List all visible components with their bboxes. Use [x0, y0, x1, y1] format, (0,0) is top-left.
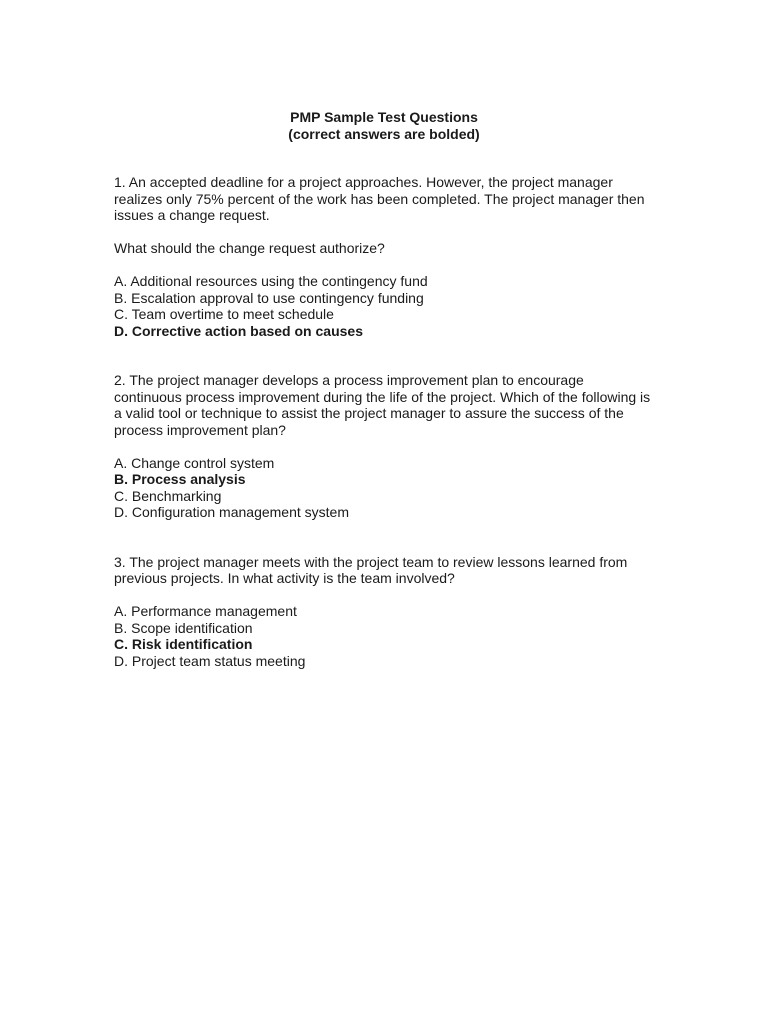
question-text: 1. An accepted deadline for a project approaches. However, the project manager realizes only 75% percent of the work has been completed. The project manager then issues a change request.	[114, 174, 645, 223]
question-text: 3. The project manager meets with the project team to review lessons learned from previous projects. In what activity is the team involved?	[114, 553, 628, 586]
answer-option-d: D. Project team status meeting	[114, 652, 306, 669]
question-2	[114, 372, 654, 521]
answer-option-c-correct: C. Risk identification	[114, 636, 253, 652]
answer-options	[114, 273, 654, 339]
answer-option-c: C. Team overtime to meet schedule	[114, 306, 334, 322]
answer-option-a: A. Change control system	[114, 454, 275, 471]
answer-option-b-correct: B. Process analysis	[114, 471, 246, 487]
title-block	[0, 109, 768, 143]
question-1	[114, 174, 654, 339]
answer-option-b: B. Escalation approval to use contingency funding	[114, 289, 424, 306]
question-3	[114, 554, 654, 670]
document-title: PMP Sample Test Questions	[290, 109, 478, 125]
answer-option-a: A. Performance management	[114, 603, 297, 619]
answer-option-a: A. Additional resources using the contingency fund	[114, 273, 428, 289]
answer-options	[114, 603, 654, 669]
answer-option-d: D. Configuration management system	[114, 504, 349, 520]
questions-list	[114, 174, 654, 669]
answer-option-b: B. Scope identification	[114, 619, 253, 636]
question-text: 2. The project manager develops a process improvement plan to encourage continuous process improvement during the life of the project. Which of the following is a valid tool or technique to assist the project manager to assure the success of the process improvement plan?	[114, 372, 651, 438]
answer-options	[114, 455, 654, 521]
answer-option-c: C. Benchmarking	[114, 487, 222, 504]
document-subtitle: (correct answers are bolded)	[288, 126, 480, 142]
question-prompt: What should the change request authorize?	[114, 240, 385, 256]
answer-option-d-correct: D. Corrective action based on causes	[114, 322, 363, 339]
